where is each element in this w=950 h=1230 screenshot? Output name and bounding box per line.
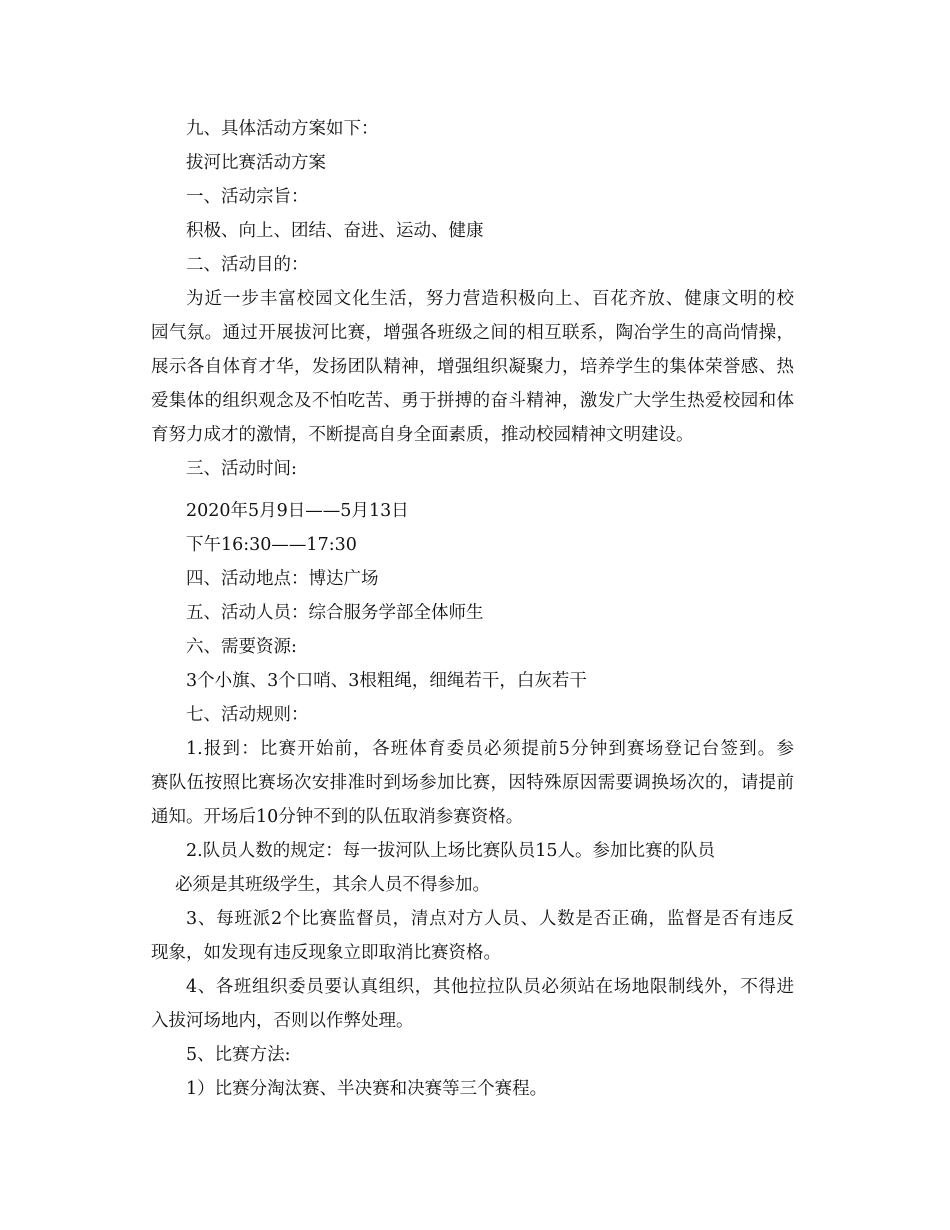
rule-1-line: 赛队伍按照比赛场次安排准时到场参加比赛，因特殊原因需要调换场次的，请提前 — [151, 773, 794, 793]
rule-2-line: 必须是其班级学生，其余人员不得参加。 — [175, 875, 490, 895]
section-6-heading: 六、需要资源: — [186, 637, 297, 657]
rule-4-line: 入拔河场地内，否则以作弊处理。 — [151, 1011, 414, 1031]
section-2-paragraph-line: 育努力成才的激情，不断提高自身全面素质，推动校园精神文明建设。 — [151, 425, 694, 445]
section-2-paragraph-line: 展示各自体育才华，发扬团队精神，增强组织凝聚力，培养学生的集体荣誉感、热 — [151, 357, 794, 377]
section-2-paragraph-line: 为近一步丰富校园文化生活，努力营造积极向上、百花齐放、健康文明的校 — [186, 289, 794, 309]
section-6-resources: 3个小旗、3个口哨、3根粗绳，细绳若干，白灰若干 — [186, 671, 587, 691]
rule-5-heading: 5、比赛方法: — [186, 1045, 291, 1065]
section-2-paragraph-line: 园气氛。通过开展拔河比赛，增强各班级之间的相互联系，陶冶学生的高尚情操， — [151, 323, 794, 343]
rule-3-line: 3、每班派2个比赛监督员，清点对方人员、人数是否正确，监督是否有违反 — [186, 909, 794, 929]
section-4-location: 四、活动地点：博达广场 — [186, 569, 379, 589]
section-1-text: 积极、向上、团结、奋进、运动、健康 — [186, 221, 484, 241]
section-2-paragraph-line: 爱集体的组织观念及不怕吃苦、勇于拼搏的奋斗精神，激发广大学生热爱校园和体 — [151, 391, 794, 411]
rule-1-line: 1.报到：比赛开始前，各班体育委员必须提前5分钟到赛场登记台签到。参 — [186, 739, 794, 759]
section-1-heading: 一、活动宗旨： — [186, 187, 309, 207]
rule-2-line: 2.队员人数的规定：每一拔河队上场比赛队员15人。参加比赛的队员 — [186, 841, 715, 861]
rule-3-line: 现象，如发现有违反现象立即取消比赛资格。 — [151, 943, 501, 963]
section-3-heading: 三、活动时间: — [186, 459, 297, 479]
section-9-heading: 九、具体活动方案如下： — [186, 119, 379, 139]
section-2-heading: 二、活动目的： — [186, 255, 309, 275]
section-5-participants: 五、活动人员：综合服务学部全体师生 — [186, 603, 484, 623]
section-7-heading: 七、活动规则： — [186, 705, 309, 725]
activity-dates: 2020年5月9日——5月13日 — [186, 501, 409, 521]
plan-title: 拔河比赛活动方案 — [186, 153, 326, 173]
rule-5-item-1: 1）比赛分淘汰赛、半决赛和决赛等三个赛程。 — [186, 1079, 548, 1099]
rule-1-line: 通知。开场后10分钟不到的队伍取消参赛资格。 — [151, 807, 524, 827]
rule-4-line: 4、各班组织委员要认真组织，其他拉拉队员必须站在场地限制线外，不得进 — [186, 977, 794, 997]
activity-hours: 下午16:30——17:30 — [186, 535, 357, 555]
